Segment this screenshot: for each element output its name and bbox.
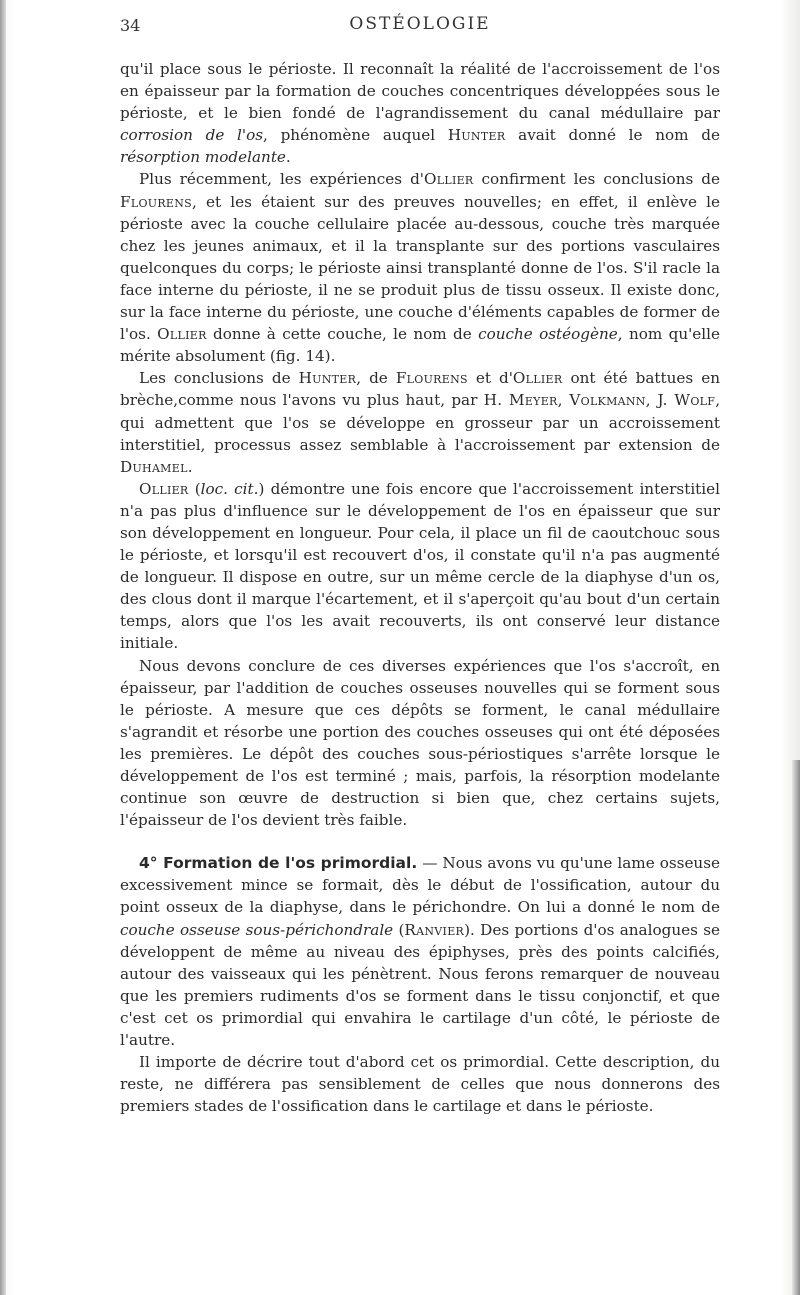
paragraph-2: Plus récemment, les expériences d'Ollier confirment les conclusions de Flourens, et les étaient sur des preuves nouvelles; en effet, il enlève le périoste avec la couche cellulaire placée au-dessous, couche très marquée chez les jeunes animaux, et il la transplante sur des portions vasculaires quelconques du corps; le périoste ainsi transplanté donne de l'os. S'il racle la face interne du périoste, il ne se produit plus de tissu osseux. Il existe donc, sur la face interne du périoste, une couche d'éléments capables de former de l'os. Ollier donne à cette couche, le nom de couche ostéogène, nom qu'elle mérite absolument (fig. 14). <box>120 170 721 366</box>
page-header <box>120 10 720 40</box>
running-title: OSTÉOLOGIE <box>349 14 491 34</box>
paragraph-4: Ollier (loc. cit.) démontre une fois encore que l'accroissement interstitiel n'a pas plus d'influence sur le développement de l'os en épaisseur que sur son développement en longueur. Pour cela, il place un fil de caoutchouc sous le périoste, et lorsqu'il est recouvert d'os, il constate qu'il n'a pas augmenté de longueur. Il dispose en outre, sur un même cercle de la diaphyse d'un os, des clous dont il marque l'écartement, et il s'aperçoit qu'au bout d'un certain temps, alors que l'os les avait recouverts, ils ont conservé leur distance initiale. <box>120 479 720 653</box>
section-gap <box>120 831 720 852</box>
paragraph-5: Nous devons conclure de ces diverses expériences que l'os s'accroît, en épaisseur, par l'addition de couches osseuses nouvelles qui se forment sous le périoste. A mesure que ces dépôts se forment, le canal médullaire s'agrandit et résorbe une portion des couches osseuses qui ont été déposées les premières. Le dépôt des couches sous-périostiques s'arrête lorsque le développement de l'os est terminé ; mais, parfois, la résorption modelante continue son œuvre de destruction si bien que, chez certains sujets, l'épaisseur de l'os devient très faible. <box>120 656 720 830</box>
paragraph-7: Il importe de décrire tout d'abord cet os primordial. Cette description, du reste, ne différera pas sensiblement de celles que nous donnerons des premiers stades de l'ossification dans le cartilage et dans le périoste. <box>120 1053 720 1116</box>
section-heading: 4° Formation de l'os primordial. <box>139 854 418 873</box>
right-page-edge <box>792 760 800 1295</box>
paragraph-3: Les conclusions de Hunter, de Flourens et d'Ollier ont été battues en brèche,comme nous l'avons vu plus haut, par H. Meyer, Volkmann, J. Wolf, qui admettent que l'os se développe en grosseur par un accroissement interstitiel, processus assez semblable à l'accroissement par extension de Duhamel. <box>120 369 721 476</box>
paragraph-6: 4° Formation de l'os primordial. — Nous avons vu qu'une lame osseuse excessivement mince se formait, dès le début de l'ossification, autour du point osseux de la diaphyse, dans le périchondre. On lui a donné le nom de couche osseuse sous-périchondrale (Ranvier). Des portions d'os analogues se développent de même au niveau des épiphyses, près des points calcifiés, autour des vaisseaux qui les pénètrent. Nous ferons remarquer de nouveau que les premiers rudiments d'os se forment dans le tissu conjonctif, et que c'est cet os primordial qui envahira le cartilage d'un côté, le périoste de l'autre. <box>120 854 720 1050</box>
page-number: 34 <box>120 16 141 35</box>
left-page-edge <box>0 0 6 1295</box>
body-text <box>120 58 720 1117</box>
paragraph-1: qu'il place sous le périoste. Il reconnaît la réalité de l'accroissement de l'os en épaisseur par la formation de couches concentriques développées sous le périoste, et le bien fondé de l'agrandissement du canal médullaire par corrosion de l'os, phénomène auquel Hunter avait donné le nom de résorption modelante. <box>120 60 720 167</box>
